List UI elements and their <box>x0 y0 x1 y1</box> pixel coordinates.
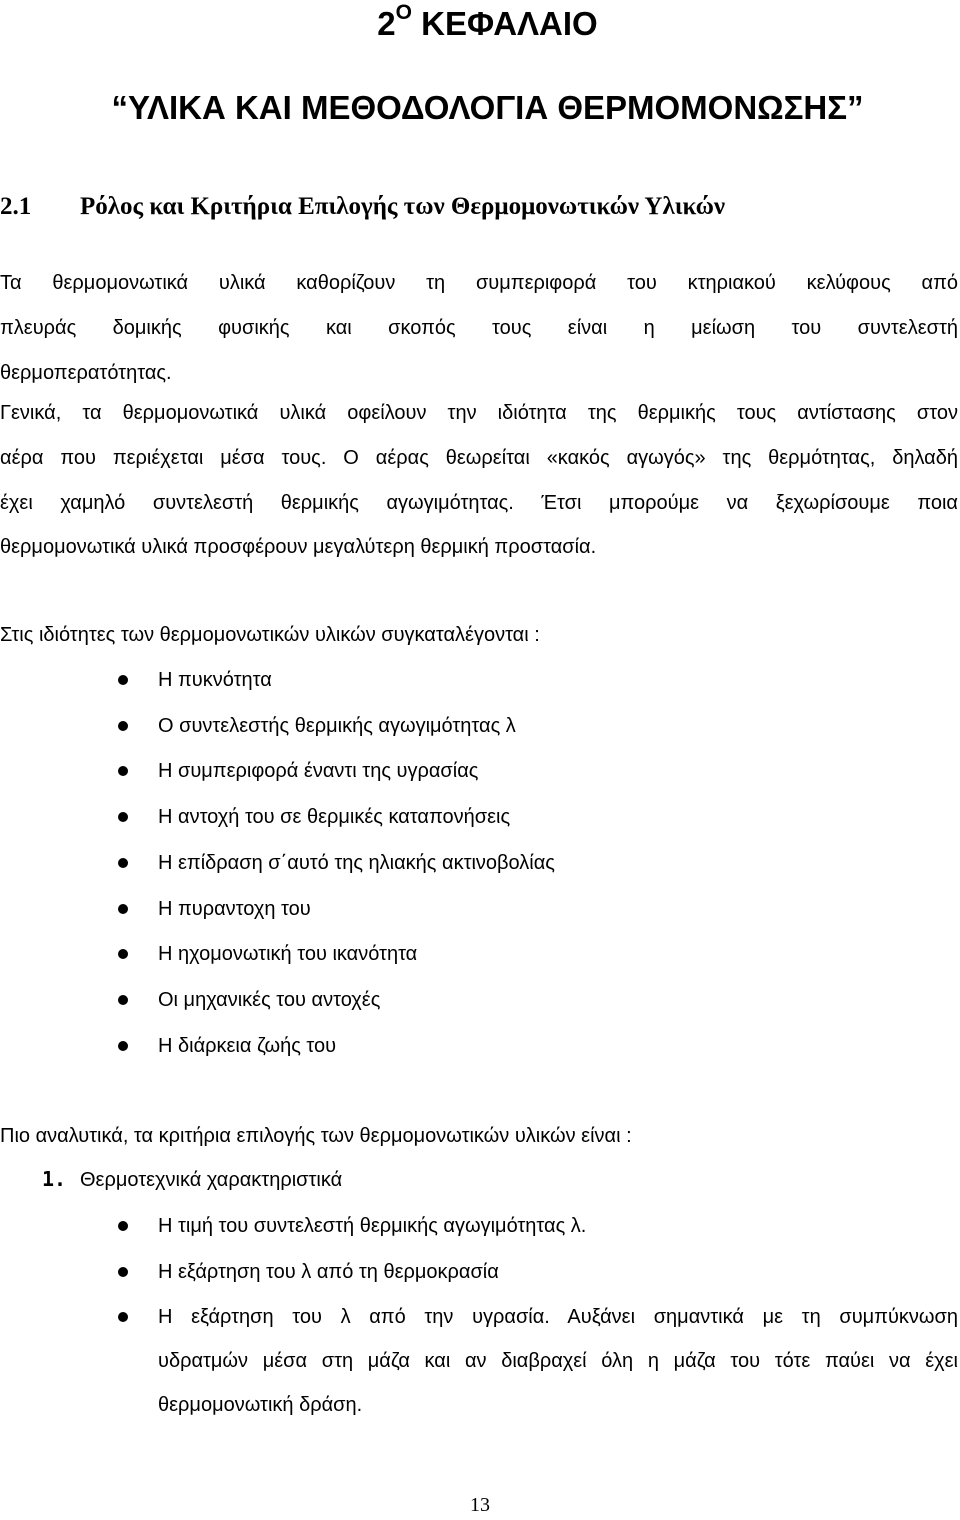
list-item-text: Η πυραντοχη του <box>158 898 311 920</box>
list-item-text-line1: Η εξάρτηση του λ από την υγρασία. Αυξάνει σημαντικά με τη συμπύκνωση <box>158 1306 958 1328</box>
list-item-text: Η τιμή του συντελεστή θερμικής αγωγιμότητας λ. <box>158 1215 587 1237</box>
list-item-text: Η ηχομονωτική του ικανότητα <box>158 943 418 965</box>
chapter-superscript: Ο <box>395 1 412 24</box>
list-item-text: Οι μηχανικές του αντοχές <box>158 989 381 1011</box>
bullet-icon <box>118 858 128 868</box>
bullet-icon <box>118 1041 128 1051</box>
list-item-text: Η εξάρτηση του λ από τη θερμοκρασία <box>158 1261 499 1283</box>
criteria-intro: Πιο αναλυτικά, τα κριτήρια επιλογής των θερμομονωτικών υλικών είναι : <box>0 1125 632 1147</box>
section-number: 2.1 <box>0 193 32 220</box>
list-item-text: Η αντοχή του σε θερμικές καταπονήσεις <box>158 806 511 828</box>
numbered-item-1 <box>42 1164 342 1195</box>
numbered-item-number: 1. <box>42 1167 67 1191</box>
paragraph2-line1: Γενικά, τα θερμομονωτικά υλικά οφείλουν την ιδιότητα της θερμικής τους αντίστασης στον <box>0 402 958 424</box>
list-item-text-line3: θερμομονωτική δράση. <box>158 1394 363 1416</box>
numbered-item-label: Θερμοτεχνικά χαρακτηριστικά <box>80 1169 343 1191</box>
paragraph2-line3: έχει χαμηλό συντελεστή θερμικής αγωγιμότητας. Έτσι μπορούμε να ξεχωρίσουμε ποια <box>0 492 958 514</box>
bullet-icon <box>118 949 128 959</box>
bullet-icon <box>118 721 128 731</box>
bullet-icon <box>118 1221 128 1231</box>
list-item-text: Η πυκνότητα <box>158 669 272 691</box>
section-title: Ρόλος και Κριτήρια Επιλογής των Θερμομονωτικών Υλικών <box>80 193 726 220</box>
chapter-number: 2 <box>377 5 396 42</box>
paragraph1-line2: πλευράς δομικής φυσικής και σκοπός τους είναι η μείωση του συντελεστή <box>0 317 958 339</box>
section-heading <box>0 187 725 227</box>
bullet-icon <box>118 1312 128 1322</box>
document-title: “ΥΛΙΚΑ ΚΑΙ ΜΕΘΟΔΟΛΟΓΙΑ ΘΕΡΜΟΜΟΝΩΣΗΣ” <box>111 89 864 126</box>
chapter-word: ΚΕΦΑΛΑΙΟ <box>421 5 598 42</box>
bullet-icon <box>118 675 128 685</box>
properties-intro: Στις ιδιότητες των θερμομονωτικών υλικών συγκαταλέγονται : <box>0 624 540 646</box>
paragraph2-line2: αέρα που περιέχεται μέσα τους. Ο αέρας θεωρείται «κακός αγωγός» της θερμότητας, δηλαδή <box>0 447 958 469</box>
paragraph1-line1: Τα θερμομονωτικά υλικά καθορίζουν τη συμπεριφορά του κτηριακού κελύφους από <box>0 272 958 294</box>
list-item-text: Η διάρκεια ζωής του <box>158 1035 337 1057</box>
paragraph1-line3: θερμοπερατότητας. <box>0 362 172 384</box>
chapter-heading <box>0 2 960 46</box>
list-item-text: Η επίδραση σ΄αυτό της ηλιακής ακτινοβολίας <box>158 852 555 874</box>
bullet-icon <box>118 1267 128 1277</box>
list-item-text-line2: υδρατμών μέσα στη μάζα και αν διαβραχεί όλη η μάζα του τότε παύει να έχει <box>158 1350 958 1372</box>
paragraph2-line4: θερμομονωτικά υλικά προσφέρουν μεγαλύτερη θερμική προστασία. <box>0 536 597 558</box>
list-item-text: Η συμπεριφορά έναντι της υγρασίας <box>158 760 479 782</box>
bullet-icon <box>118 812 128 822</box>
list-item-text: Ο συντελεστής θερμικής αγωγιμότητας λ <box>158 715 516 737</box>
bullet-icon <box>118 995 128 1005</box>
page-number: 13 <box>470 1494 490 1516</box>
bullet-icon <box>118 766 128 776</box>
bullet-icon <box>118 904 128 914</box>
